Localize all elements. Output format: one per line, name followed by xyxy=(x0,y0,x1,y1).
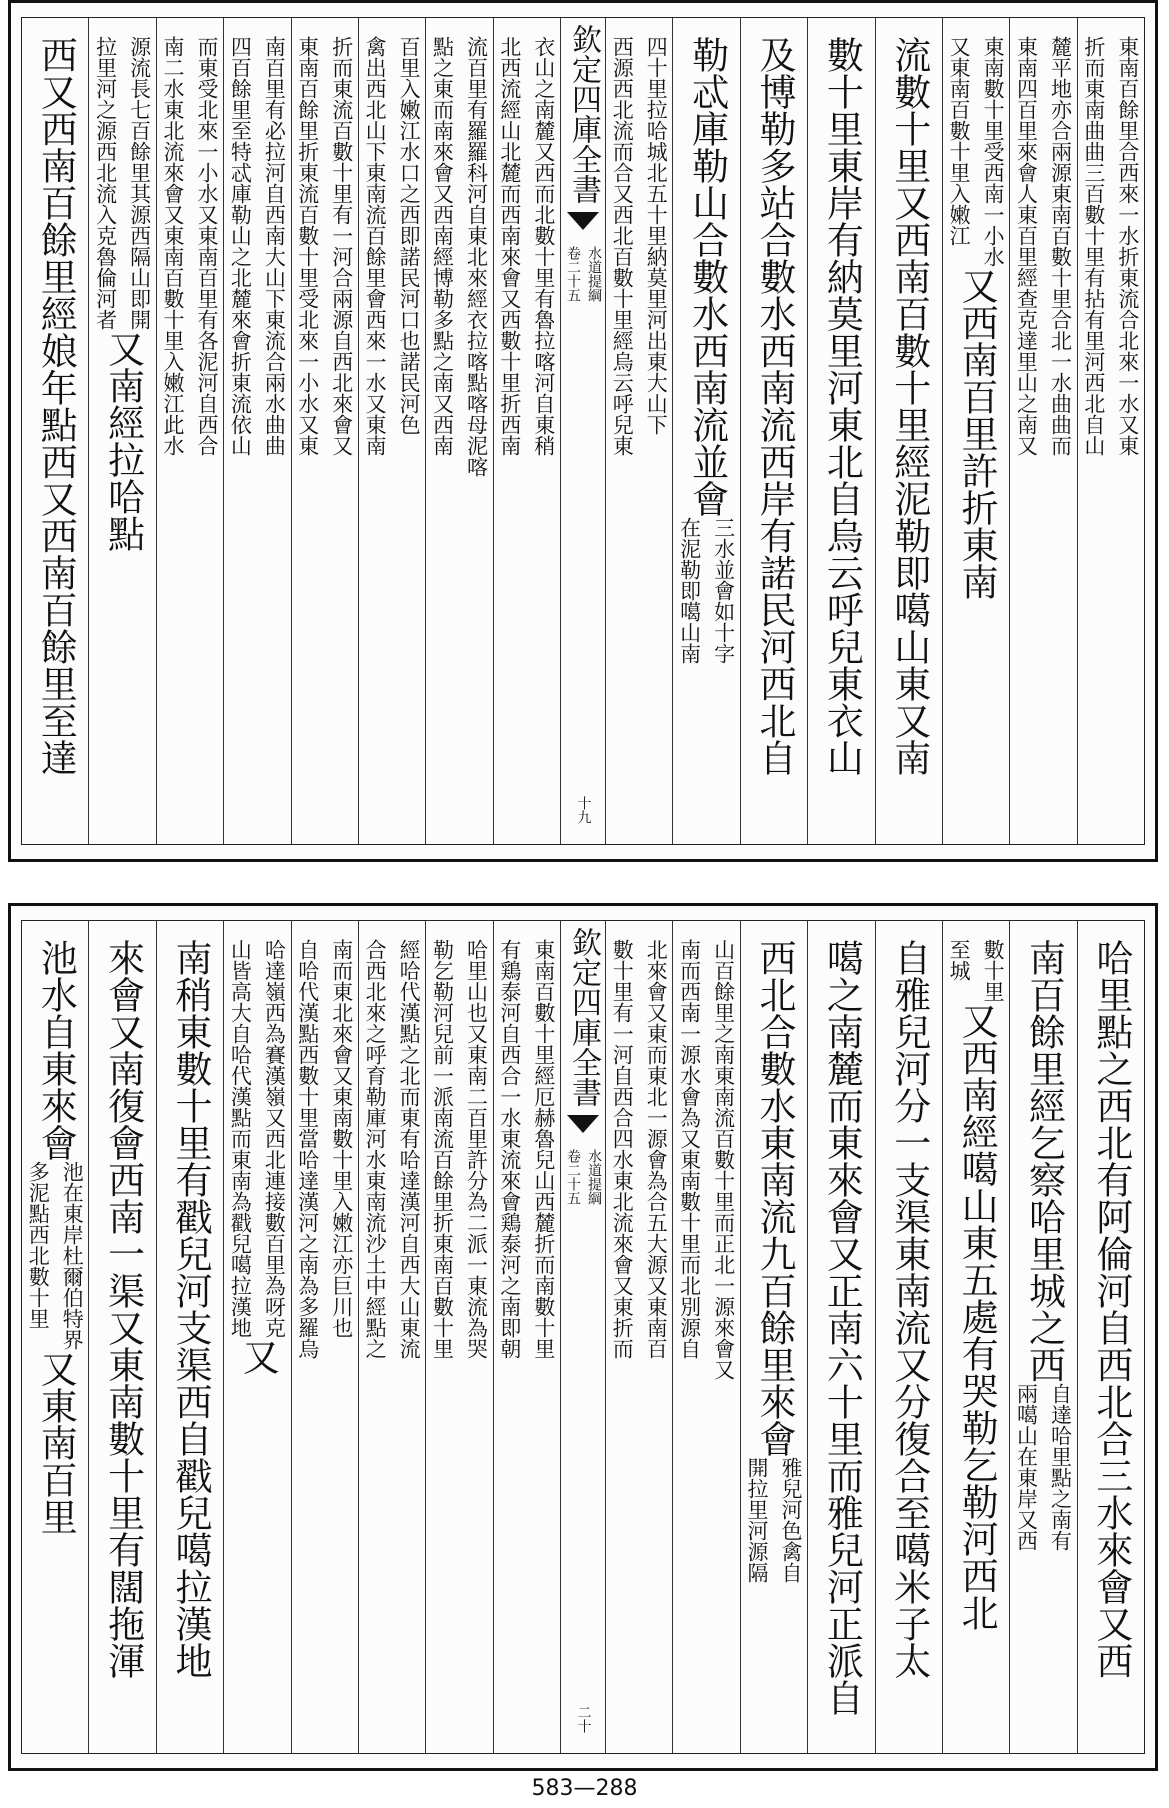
annotation-pair xyxy=(1079,18,1143,844)
main-text: 又西南百里許折東南 xyxy=(955,267,999,600)
mixed-column xyxy=(1010,921,1076,1753)
top-columns xyxy=(22,18,1144,844)
mixed-column xyxy=(22,921,88,1753)
text-column xyxy=(493,921,560,1753)
annotation-line: 南而西南一源水會為又東南數十里而北別源自 xyxy=(677,939,702,1359)
annotation-pair xyxy=(1011,18,1075,844)
annotation-pair xyxy=(944,36,1008,267)
annotation-pair xyxy=(675,517,739,664)
center-margin-column xyxy=(560,921,605,1753)
annotation-pair xyxy=(293,921,357,1753)
annotation-line: 雅兒河色禽自 xyxy=(778,1457,803,1583)
annotation-line: 經哈代漢點之北而東有哈達漢河自西大山東流 xyxy=(397,939,422,1359)
annotation-pair xyxy=(360,921,424,1753)
annotation-line: 在泥勒即噶山南 xyxy=(677,517,702,664)
annotation-line: 池在東岸杜爾伯特界 xyxy=(60,1161,85,1350)
annotation-pair xyxy=(742,1457,806,1583)
annotation-line: 北西流經山北麓而西南來會又西數十里折西南 xyxy=(497,36,522,456)
mixed-column xyxy=(943,921,1009,1753)
text-column xyxy=(672,18,739,844)
text-column xyxy=(291,921,358,1753)
annotation-line: 多泥點西北數十里 xyxy=(26,1161,51,1329)
annotation-line: 北來會又東而東北一源會為合五大源又東南百 xyxy=(644,939,669,1359)
annotation-line: 四十里拉哈城北五十里納莫里河出東大山下 xyxy=(644,36,669,435)
main-text: 哈里點之西北有阿倫河自西北合三水來會又西 xyxy=(1089,939,1133,1679)
text-column xyxy=(672,921,739,1753)
mixed-column xyxy=(674,18,740,844)
main-text: 西北合數水東南流九百餘里來會 xyxy=(752,939,796,1457)
main-text: 又西南經噶山東五處有哭勒乞勒河西北 xyxy=(955,1002,999,1631)
text-column xyxy=(22,921,88,1753)
text-column xyxy=(358,921,425,1753)
text-column xyxy=(807,921,874,1753)
top-page-frame xyxy=(21,17,1145,845)
main-text: 南百餘里經乞察哈里城之西 xyxy=(1022,939,1066,1383)
annotation-pair xyxy=(427,18,491,844)
bottom-columns xyxy=(22,921,1144,1753)
page-number: 十九 xyxy=(575,796,592,824)
fish-tail-mark xyxy=(567,212,599,230)
main-text: 來會又南復會西南一渠又東南數十里有闊拖渾 xyxy=(101,939,145,1679)
main-text: 又東南百里 xyxy=(34,1350,78,1535)
text-column xyxy=(605,921,672,1753)
annotation-pair xyxy=(23,1161,87,1350)
main-text: 自雅兒河分一支渠東南流又分復合至噶米子太 xyxy=(887,939,931,1679)
annotation-line: 南百里有必拉河自西南大山下東流合兩水曲曲 xyxy=(262,36,287,456)
top-page xyxy=(8,0,1158,862)
annotation-line: 數十里有一河自西合四水東北流來會又東折而 xyxy=(610,939,635,1359)
text-column xyxy=(875,18,942,844)
main-text: 勒忒庫勒山合數水西南流並會 xyxy=(685,36,729,517)
text-column xyxy=(1077,18,1144,844)
annotation-line: 有鶏泰河自西合一水東流來會鶏泰河之南即朝 xyxy=(497,939,522,1359)
annotation-line: 哈里山也又東南二百里許分為二派一東流為哭 xyxy=(464,939,489,1359)
annotation-pair xyxy=(360,18,424,844)
center-margin-column xyxy=(560,18,605,844)
annotation-line: 東南四百里來會人東百里經查克達里山之南又 xyxy=(1014,36,1039,456)
main-text: 南稍東數十里有戳兒河支渠西自戳兒噶拉漢地 xyxy=(168,939,212,1679)
text-column xyxy=(1009,921,1076,1753)
bottom-page xyxy=(8,903,1158,1771)
text-column xyxy=(807,18,874,844)
annotation-line: 折而東南曲曲三百數十里有拈有里河西北自山 xyxy=(1081,36,1106,456)
text-column xyxy=(493,18,560,844)
annotation-line: 流百里有羅羅科河自東北來經衣拉喀點喀母泥喀 xyxy=(464,36,489,477)
page-number: 二十 xyxy=(575,1705,592,1733)
annotation-line: 哈達嶺西為賽漢嶺又西北連接數百里為呀克 xyxy=(262,939,287,1338)
folio-number: 583—288 xyxy=(531,1776,638,1801)
annotation-pair xyxy=(675,921,739,1753)
text-column xyxy=(942,18,1009,844)
text-column xyxy=(740,921,807,1753)
annotation-pair xyxy=(427,921,491,1753)
text-column xyxy=(942,921,1009,1753)
text-column xyxy=(358,18,425,844)
annotation-line: 自哈代漢點西數十里當哈達漢河之南為多羅烏 xyxy=(295,939,320,1359)
annotation-line: 而東受北來一小水又東南百里有各泥河自西合 xyxy=(194,36,219,456)
annotation-line: 東南百餘里合西來一水折東流合北來一水又東 xyxy=(1115,36,1140,456)
main-text: 池水自東來會 xyxy=(34,939,78,1161)
annotation-line: 南而東北來會又東南數十里入嫩江亦巨川也 xyxy=(329,939,354,1338)
annotation-pair xyxy=(944,939,1008,1002)
annotation-pair xyxy=(607,18,671,844)
volume-number: 卷二十五 xyxy=(565,1149,581,1205)
annotation-line: 自達哈里點之南有 xyxy=(1048,1383,1073,1551)
annotation-line: 東南百數十里經厄赫魯兒山西麓折而南數十里 xyxy=(531,939,556,1359)
mixed-column xyxy=(90,18,156,844)
annotation-line: 東南數十里受西南一小水 xyxy=(981,36,1006,267)
annotation-pair xyxy=(225,18,289,844)
annotation-pair xyxy=(158,18,222,844)
text-column xyxy=(605,18,672,844)
mixed-column xyxy=(943,18,1009,844)
text-column xyxy=(875,921,942,1753)
annotation-line: 三水並會如十字 xyxy=(711,517,736,664)
annotation-line: 山百餘里之南東南流百數十里而正北一源來會又 xyxy=(711,939,736,1380)
section-label xyxy=(564,230,602,302)
annotation-pair xyxy=(91,36,155,330)
annotation-line: 百里入嫩江水口之西即諾民河口也諾民河色 xyxy=(397,36,422,435)
main-text: 數十里東岸有納莫里河東北自烏云呼兒東衣山 xyxy=(820,36,864,776)
annotation-line: 西源西北流而合又西北百數十里經烏云呼兒東 xyxy=(610,36,635,456)
text-column xyxy=(22,18,88,844)
annotation-pair xyxy=(225,939,289,1338)
annotation-pair xyxy=(607,921,671,1753)
annotation-line: 折而東流百數十里有一河合兩源自西北來會又 xyxy=(329,36,354,456)
annotation-line: 拉里河之源西北流入克魯倫河者 xyxy=(93,36,118,330)
annotation-line: 又東南百數十里入嫩江 xyxy=(947,36,972,246)
text-column xyxy=(740,18,807,844)
text-column xyxy=(425,18,492,844)
text-column xyxy=(223,18,290,844)
book-title: 欽定四庫全書 xyxy=(566,927,601,1107)
section-name: 水道提綱 xyxy=(586,1149,602,1205)
text-column xyxy=(88,18,155,844)
annotation-line: 合西北來之呼育勒庫河水東南流沙土中經點之 xyxy=(363,939,388,1359)
annotation-line: 南二水東北流來會又東南百數十里入嫩江此水 xyxy=(160,36,185,456)
text-column xyxy=(291,18,358,844)
main-text: 西又西南百餘里經娘年點西又西南百餘里至達 xyxy=(34,36,78,776)
volume-number: 卷二十五 xyxy=(565,246,581,302)
annotation-line: 麓平地亦合兩源東南百數十里合北一水曲曲而 xyxy=(1048,36,1073,456)
annotation-line: 衣山之南麓又西而北數十里有魯拉喀河自東稍 xyxy=(531,36,556,456)
text-column xyxy=(223,921,290,1753)
annotation-line: 山皆高大自哈代漢點而東南為戳兒噶拉漢地 xyxy=(228,939,253,1338)
annotation-line: 至城 xyxy=(947,939,972,981)
text-column xyxy=(156,18,223,844)
text-column xyxy=(425,921,492,1753)
annotation-line: 禽出西北山下東南流百餘里會西來一水又東南 xyxy=(363,36,388,456)
text-column xyxy=(88,921,155,1753)
section-name: 水道提綱 xyxy=(586,246,602,302)
annotation-line: 東南百餘里折東流百數十里受北來一小水又東 xyxy=(295,36,320,456)
mixed-column xyxy=(741,921,807,1753)
annotation-pair xyxy=(293,18,357,844)
annotation-line: 源流長七百餘里其源西隔山即開 xyxy=(127,36,152,330)
main-text: 又南經拉哈點 xyxy=(101,330,145,552)
main-text: 噶之南麓而東來會又正南六十里而雅兒河正派自 xyxy=(820,939,864,1716)
annotation-line: 開拉里河源隔 xyxy=(744,1457,769,1583)
text-column xyxy=(1077,921,1144,1753)
main-text: 及博勒多站合數水西南流西岸有諾民河西北自 xyxy=(752,36,796,776)
annotation-pair xyxy=(495,18,559,844)
text-column xyxy=(1009,18,1076,844)
annotation-pair xyxy=(495,921,559,1753)
annotation-line: 勒乞勒河兒前一派南流百餘里折東南百數十里 xyxy=(430,939,455,1359)
annotation-pair xyxy=(1011,1383,1075,1551)
book-title: 欽定四庫全書 xyxy=(566,24,601,204)
bottom-page-frame xyxy=(21,920,1145,1754)
annotation-line: 四百餘里至特忒庫勒山之北麓來會折東流依山 xyxy=(228,36,253,456)
section-label xyxy=(564,1133,602,1205)
mixed-column xyxy=(224,921,290,1753)
main-text: 流數十里又西南百數十里經泥勒即噶山東又南 xyxy=(887,36,931,776)
annotation-line: 點之東而南來會又西南經博勒多點之南又西南 xyxy=(430,36,455,456)
annotation-line: 數十里 xyxy=(981,939,1006,1002)
text-column xyxy=(156,921,223,1753)
main-text: 又 xyxy=(236,1338,280,1375)
annotation-line: 兩噶山在東岸又西 xyxy=(1014,1383,1039,1551)
fish-tail-mark xyxy=(567,1115,599,1133)
